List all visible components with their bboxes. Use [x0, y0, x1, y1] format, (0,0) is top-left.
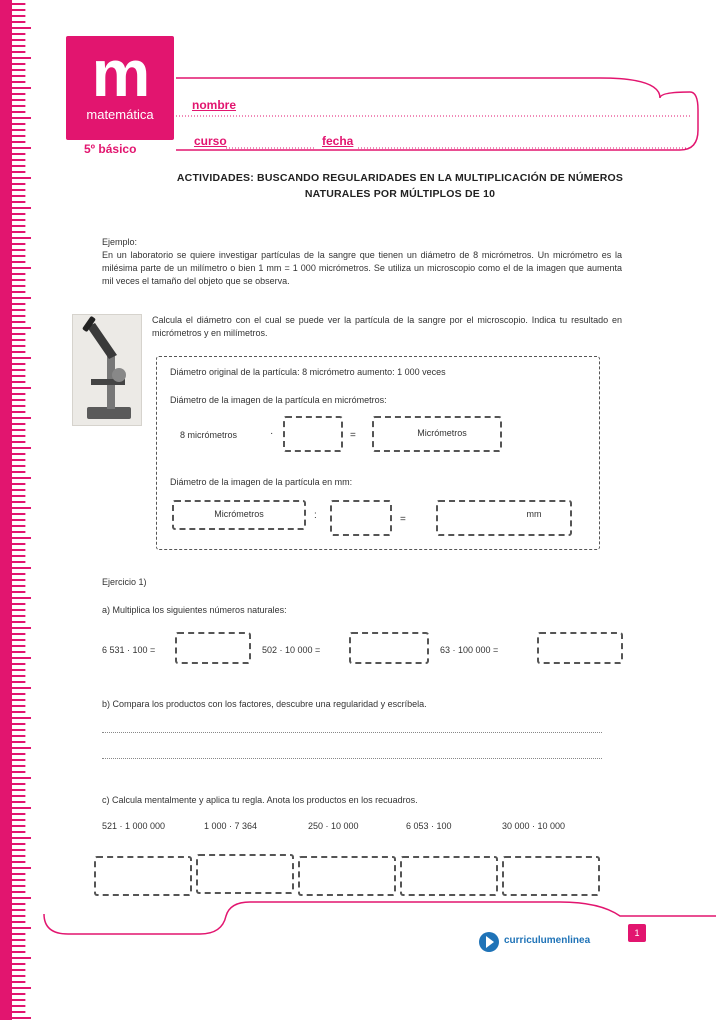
eq2-divisor-box[interactable]: [330, 500, 392, 536]
eq1-left-value: 8 micrómetros: [180, 430, 238, 440]
date-field-label: fecha: [322, 134, 354, 148]
exercise-c-item-4: 6 053 · 100: [406, 821, 452, 831]
eq2-operator: :: [314, 510, 317, 521]
grade-label: 5º básico: [84, 142, 137, 156]
exercise-a-item-3: 63 · 100 000 =: [440, 645, 499, 655]
exercise-a-item-2: 502 · 10 000 =: [262, 645, 321, 655]
example-instruction: Calcula el diámetro con el cual se puede ver la partícula de la sangre por el microscopio. Indica tu resultado en micrómetros y en milímetros.: [152, 315, 622, 338]
exercise-c-answer-box-5[interactable]: [502, 856, 600, 896]
exercise-c-item-2: 1 000 · 7 364: [204, 821, 258, 831]
footer-brand-text: curriculumenlinea: [504, 935, 591, 946]
exercise-heading: Ejercicio 1): [102, 577, 147, 587]
exercise-b-answer-line-2[interactable]: [102, 758, 602, 759]
exercise-b-label: b) Compara los productos con los factores, descubre una regularidad y escríbela.: [102, 699, 427, 709]
page-number: 1: [628, 924, 646, 942]
original-diameter-text: Diámetro original de la partícula: 8 micrómetro aumento: 1 000 veces: [170, 367, 446, 377]
exercise-c-label: c) Calcula mentalmente y aplica tu regla. Anota los productos en los recuadros.: [102, 795, 418, 805]
footer-brand-logo: [478, 930, 598, 959]
exercise-a-answer-box-2[interactable]: [349, 632, 429, 664]
image-um-label: Diámetro de la imagen de la partícula en micrómetros:: [170, 395, 387, 405]
course-field-label: curso: [194, 134, 227, 148]
logo-word: matemática: [86, 107, 154, 122]
microscope-photo-icon: [72, 314, 142, 426]
eq2-result-unit: mm: [526, 509, 542, 519]
example-heading: Ejemplo:: [102, 237, 138, 247]
exercise-c-answer-box-4[interactable]: [400, 856, 498, 896]
example-paragraph: En un laboratorio se quiere investigar partículas de la sangre que tienen un diámetro de 8 micrómetros. Un micrómetro es la milésima parte de un milímetro o bien 1 mm = 1 000 micrómetros. Se utiliza un microscopio como el de la imagen que aumenta mil veces el tamaño del objeto que se observa.: [102, 250, 622, 286]
exercise-a-item-1: 6 531 · 100 =: [102, 645, 156, 655]
eq1-equals: =: [350, 430, 356, 441]
exercise-c-item-5: 30 000 · 10 000: [502, 821, 566, 831]
exercise-b-answer-line-1[interactable]: [102, 732, 602, 733]
eq1-operator: ·: [270, 428, 274, 439]
exercise-a-answer-box-3[interactable]: [537, 632, 623, 664]
logo-letter: m: [91, 36, 149, 110]
exercise-c-answer-box-3[interactable]: [298, 856, 396, 896]
eq2-equals: =: [400, 514, 406, 525]
brand-logo: [66, 36, 174, 140]
exercise-c-answer-box-2[interactable]: [196, 854, 294, 894]
name-field-label: nombre: [192, 98, 237, 112]
exercise-a-answer-box-1[interactable]: [175, 632, 251, 664]
exercise-c-item-1: 521 · 1 000 000: [102, 821, 166, 831]
title-line-2: NATURALES POR MÚLTIPLOS DE 10: [304, 188, 496, 200]
image-mm-label: Diámetro de la imagen de la partícula en mm:: [170, 477, 353, 487]
left-ruler-decoration: [0, 0, 44, 1020]
eq1-result-unit: Micrómetros: [417, 428, 467, 438]
exercise-a-label: a) Multiplica los siguientes números naturales:: [102, 605, 287, 615]
worksheet-title: [100, 170, 700, 202]
eq2-left-unit: Micrómetros: [214, 509, 264, 519]
exercise-c-item-3: 250 · 10 000: [308, 821, 359, 831]
eq1-factor-box[interactable]: [283, 416, 343, 452]
title-line-1: ACTIVIDADES: BUSCANDO REGULARIDADES EN LA MULTIPLICACIÓN DE NÚMEROS: [176, 172, 624, 184]
exercise-c-answer-box-1[interactable]: [94, 856, 192, 896]
